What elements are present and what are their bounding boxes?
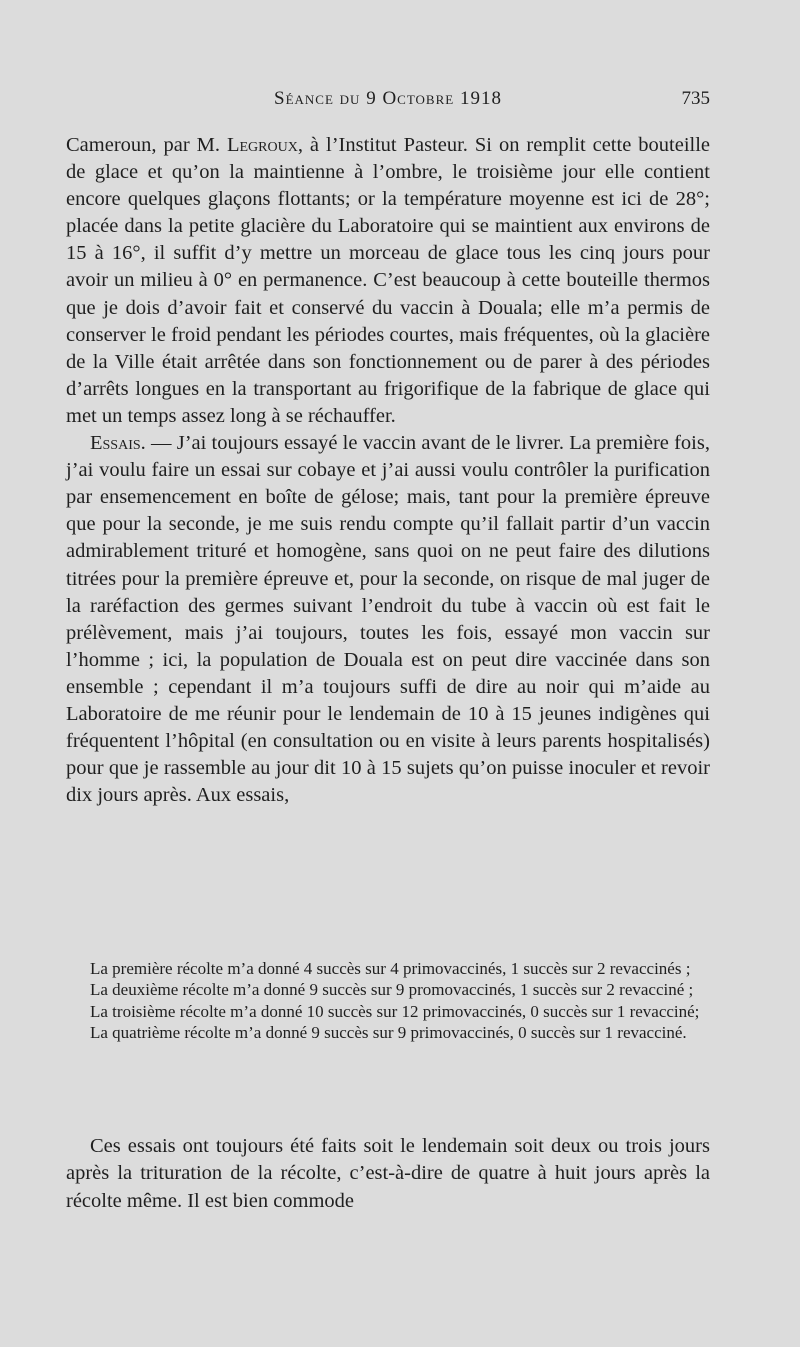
author-name: Legroux — [226, 134, 298, 156]
paragraph-1-start: Cameroun, par M. — [66, 134, 227, 156]
paragraph-3: Ces essais ont toujours été faits soit le lendemain soit deux ou trois jours après la trituration de la récolte, c’est-à-dire de quatre à huit jours après la récolte même. Il est bien commode — [66, 1135, 710, 1212]
paragraph-2 — [66, 430, 710, 809]
paragraph-2-text: — J’ai toujours essayé le vaccin avant de le livrer. La première fois, j’ai voulu faire un essai sur cobaye et j’ai aussi voulu contrôler la purification par ensemencement en boîte de gélose; mais, tant pour la première épreuve que pour la seconde, je me suis rendu compte qu’il fallait partir d’un vaccin admirablement trituré et homogène, sans quoi on ne peut faire des dilutions titrées pour la première épreuve et, pour la seconde, on risque de mal juger de la raréfaction des germes suivant l’endroit du tube à vaccin où est fait le prélèvement, mais j’ai toujours, toutes les fois, essayé mon vaccin sur l’homme ; ici, la population de Douala est on peut dire vaccinée dans son ensemble ; cependant il m’a toujours suffi de dire au noir qui m’aide au Laboratoire de me réunir pour le lendemain de 10 à 15 jeunes indigènes qui fréquentent l’hôpital (en consultation ou en visite à leurs parents hospitalisés) pour que je rassemble au jour dit 10 à 15 sujets qu’on puisse inoculer et revoir dix jours après. Aux essais, — [66, 432, 710, 807]
result-item: La première récolte m’a donné 4 succès sur 4 primovaccinés, 1 succès sur 2 revaccinés ; — [90, 959, 691, 978]
running-header — [66, 88, 710, 112]
section-heading: Essais. — [90, 432, 146, 455]
main-text — [66, 132, 710, 809]
closing-text — [66, 1133, 710, 1215]
paragraph-1 — [66, 132, 710, 430]
test-results-list — [66, 958, 710, 1044]
running-title: Séance du 9 Octobre 1918 — [274, 88, 502, 109]
paragraph-1-rest: , à l’Institut Pasteur. Si on remplit cette bouteille de glace et qu’on la maintienne à l’ombre, le troisième jour elle contient encore quelques glaçons flottants; or la température moyenne est ici de 28°; placée dans la petite glacière du Laboratoire qui se maintient aux environs de 15 à 16°, il suffit d’y mettre un morceau de glace tous les cinq jours pour avoir un milieu à 0° en permanence. C’est beaucoup à cette bouteille thermos que je dois d’avoir fait et conservé du vaccin à Douala; elle m’a permis de conserver le froid pendant les périodes courtes, mais fréquentes, où la glacière de la Ville était arrêtée dans son fonctionnement ou de parer à des périodes d’arrêts longues en la transportant au frigorifique de la fabrique de glace qui met un temps assez long à se réchauffer. — [66, 134, 710, 427]
result-item: La troisième récolte m’a donné 10 succès sur 12 primovaccinés, 0 succès sur 1 revacciné; — [90, 1001, 700, 1021]
page-number: 735 — [681, 88, 710, 109]
result-item: La quatrième récolte m’a donné 9 succès sur 9 primovaccinés, 0 succès sur 1 revacciné. — [90, 1023, 687, 1043]
result-item: La deuxième récolte m’a donné 9 succès sur 9 promovaccinés, 1 succès sur 2 revacciné ; — [90, 980, 694, 1000]
